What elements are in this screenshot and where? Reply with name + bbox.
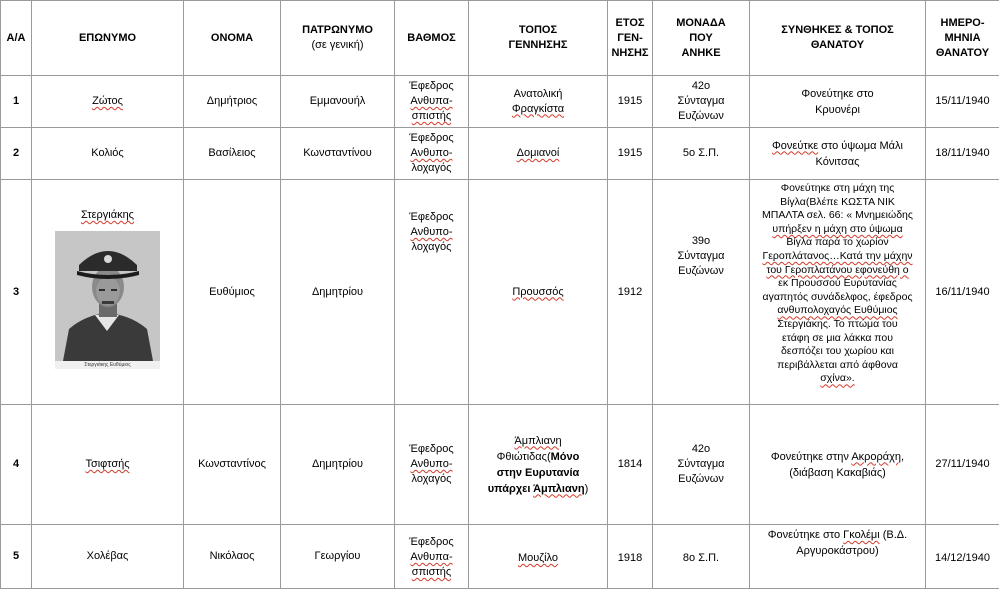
- patronymic-cell: Εμμανουήλ: [281, 76, 395, 128]
- patronymic-cell: Κωνσταντίνου: [281, 128, 395, 180]
- header-unit: ΜΟΝΑΔΑ ΠΟΥ ΑΝΗΚΕ: [653, 1, 750, 76]
- unit-cell: 8ο Σ.Π.: [653, 525, 750, 589]
- death-date-cell: 14/12/1940: [926, 525, 999, 589]
- death-date-cell: 18/11/1940: [926, 128, 999, 180]
- table-row: [1, 76, 999, 128]
- header-name: ΟΝΟΜΑ: [184, 1, 281, 76]
- birthyear-cell: 1912: [608, 180, 653, 405]
- header-rank: ΒΑΘΜΟΣ: [395, 1, 469, 76]
- header-birthyear: ΕΤΟΣ ΓΕΝ- ΝΗΣΗΣ: [608, 1, 653, 76]
- birthyear-cell: 1915: [608, 128, 653, 180]
- death-conditions-cell: Φονεύτηκε στο Κρυονέρι: [750, 76, 926, 128]
- rank-cell: Έφεδρος Ανθυπο- λοχαγός: [395, 405, 469, 525]
- portrait-photo: [55, 231, 160, 369]
- death-date-cell: 16/11/1940: [926, 180, 999, 405]
- rank-cell: Έφεδρος Ανθυπα- σπιστής: [395, 76, 469, 128]
- unit-cell: 5ο Σ.Π.: [653, 128, 750, 180]
- row-number: 5: [1, 525, 32, 589]
- birthplace-cell: Προυσσός: [469, 180, 608, 405]
- unit-cell: 42ο Σύνταγμα Ευζώνων: [653, 405, 750, 525]
- death-conditions-cell: Φονεύτκε στο ύψωμα Μάλι Κόνιτσας: [750, 128, 926, 180]
- patronymic-cell: Δημητρίου: [281, 180, 395, 405]
- header-birthplace: ΤΟΠΟΣ ΓΕΝΝΗΣΗΣ: [469, 1, 608, 76]
- name-cell: Κωνσταντίνος: [184, 405, 281, 525]
- table-row: [1, 405, 999, 525]
- header-aa: Α/Α: [1, 1, 32, 76]
- photo-caption: Στεργιάκης Ευθύμιος: [55, 362, 160, 368]
- birthplace-cell: Δομιανοί: [469, 128, 608, 180]
- name-cell: Ευθύμιος: [184, 180, 281, 405]
- surname-cell: Κολιός: [32, 128, 184, 180]
- name-cell: Δημήτριος: [184, 76, 281, 128]
- surname-cell: Τσιφτσής: [32, 405, 184, 525]
- rank-cell: Έφεδρος Ανθυπο- λοχαγός: [395, 128, 469, 180]
- patronymic-cell: Δημητρίου: [281, 405, 395, 525]
- birthyear-cell: 1915: [608, 76, 653, 128]
- row-number: 2: [1, 128, 32, 180]
- birthplace-cell: Άμπλιανη Φθιώτιδας(Μόνο στην Ευρυτανία υπάρχει Άμπλιανη): [469, 405, 608, 525]
- birthyear-cell: 1814: [608, 405, 653, 525]
- name-cell: Νικόλαος: [184, 525, 281, 589]
- surname-text: Στεργιάκης: [81, 209, 134, 221]
- death-conditions-cell: Φονεύτηκε στο Γκολέμι (Β.Δ. Αργυροκάστρου): [750, 525, 926, 589]
- header-patronymic: ΠΑΤΡΩΝΥΜΟ (σε γενική): [281, 1, 395, 76]
- birthplace-cell: Μουζίλο: [469, 525, 608, 589]
- birthplace-cell: Ανατολική Φραγκίστα: [469, 76, 608, 128]
- birthyear-cell: 1918: [608, 525, 653, 589]
- rank-cell: Έφεδρος Ανθυπο- λοχαγός: [395, 180, 469, 405]
- surname-cell: Ζώτος: [32, 76, 184, 128]
- unit-cell: 39ο Σύνταγμα Ευζώνων: [653, 180, 750, 405]
- table-row: [1, 525, 999, 589]
- header-death-date: ΗΜΕΡΟ- ΜΗΝΙΑ ΘΑΝΑΤΟΥ: [926, 1, 999, 76]
- death-date-cell: 27/11/1940: [926, 405, 999, 525]
- patronymic-cell: Γεωργίου: [281, 525, 395, 589]
- row-number: 1: [1, 76, 32, 128]
- table-row: [1, 180, 999, 405]
- surname-cell: [32, 180, 184, 405]
- unit-cell: 42ο Σύνταγμα Ευζώνων: [653, 76, 750, 128]
- death-conditions-cell: Φονεύτηκε στη μάχη της Βίγλα(Βλέπε ΚΩΣΤΑ ΝΙΚ ΜΠΑΛΤΑ σελ. 66: « Μνημειώδης υπήρξεν η μάχη στο ύψωμα Βίγλα παρά το χωρίον Γεροπλάτανος…Κατά την μάχην του Γεροπλατάνου εφονεύθη ο εκ Προυσσού Ευρυτανίας αγαπητός συνάδελφος, έφεδρος ανθυπολοχαγός Ευθύμιος Στεργιάκης. Το πτώμα του ετάφη σε μια λάκκα που δεσπόζει του χωρίου και περιβάλλεται από άφθονα σχίνα».: [750, 180, 926, 405]
- header-death-conditions: ΣΥΝΘΗΚΕΣ & ΤΟΠΟΣ ΘΑΝΑΤΟΥ: [750, 1, 926, 76]
- rank-cell: Έφεδρος Ανθυπα- σπιστής: [395, 525, 469, 589]
- header-surname: ΕΠΩΝΥΜΟ: [32, 1, 184, 76]
- death-conditions-cell: Φονεύτηκε στην Ακροράχη, (διάβαση Κακαβιάς): [750, 405, 926, 525]
- row-number: 3: [1, 180, 32, 405]
- death-date-cell: 15/11/1940: [926, 76, 999, 128]
- soldier-portrait-image: [55, 231, 160, 361]
- row-number: 4: [1, 405, 32, 525]
- name-cell: Βασίλειος: [184, 128, 281, 180]
- header-row: [1, 1, 999, 76]
- table-row: [1, 128, 999, 180]
- surname-cell: Χολέβας: [32, 525, 184, 589]
